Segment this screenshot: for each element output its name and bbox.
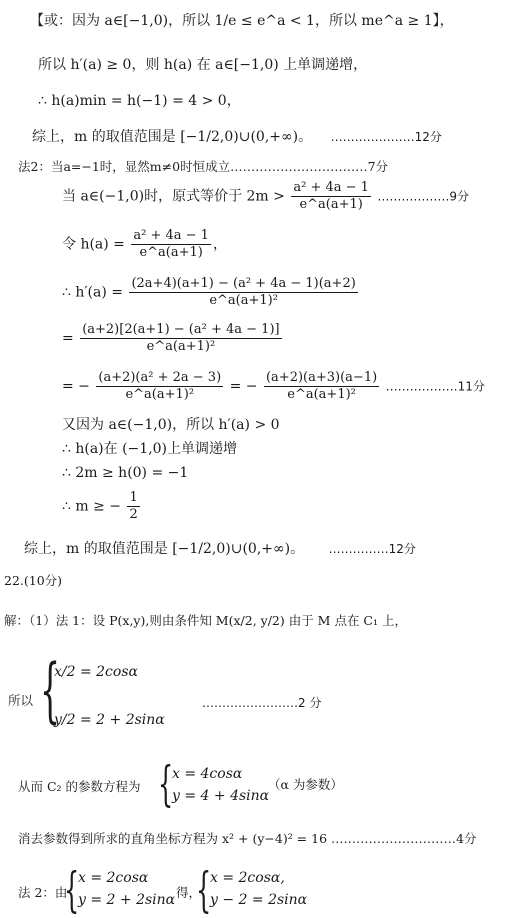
numerator: (a+2)(a+3)(a−1) xyxy=(265,370,378,385)
system-row-1: x = 2cosα xyxy=(78,870,149,886)
line-8 xyxy=(62,276,360,309)
line-10 xyxy=(62,370,485,403)
system-row-2: y = 4 + 4sinα xyxy=(172,788,270,804)
line-21-text: 得， xyxy=(176,885,202,900)
left-brace: { xyxy=(40,649,61,731)
line-14-text: ∴ m ≥ − xyxy=(62,498,121,515)
line-5: 法2：当a=−1时，显然m≠0时恒成立……………………………7分 xyxy=(18,159,389,174)
numerator: (2a+4)(a+1) − (a² + 4a − 1)(a+2) xyxy=(131,276,356,291)
score-mark: ………………11分 xyxy=(385,379,485,394)
numerator: a² + 4a − 1 xyxy=(133,228,209,243)
denominator: e^a(a+1)² xyxy=(125,387,195,402)
numerator: (a+2)[2(a+1) − (a² + 4a − 1)] xyxy=(82,322,280,337)
denominator: e^a(a+1)² xyxy=(209,293,278,308)
conclusion-text: 综上，m 的取值范围是 xyxy=(24,541,168,557)
line-1: 【或：因为 a∈[−1,0)，所以 1/e ≤ e^a < 1，所以 me^a ≥ 1】， xyxy=(30,13,454,29)
line-12: ∴ h(a)在 (−1,0)上单调递增 xyxy=(62,441,238,457)
line-19-label: 从而 C₂ 的参数方程为 xyxy=(18,779,141,794)
line-2: 所以 h′(a) ≥ 0，则 h(a) 在 a∈[−1,0) 上单调递增， xyxy=(38,57,368,73)
score-mark: …………………12分 xyxy=(330,130,442,144)
line-4 xyxy=(32,128,442,146)
line-17: 解：（1）法 1：设 P(x,y),则由条件知 M(x/2, y/2) 由于 M 点在 C₁ 上， xyxy=(4,613,407,628)
system-row-1: x = 4cosα xyxy=(172,766,243,782)
denominator: e^a(a+1) xyxy=(299,197,363,212)
answer-range: [−1/2,0)∪(0,+∞)。 xyxy=(180,129,313,145)
line-10-text: = − xyxy=(62,378,90,395)
numerator: (a+2)(a² + 2a − 3) xyxy=(98,370,222,385)
left-brace: { xyxy=(196,862,212,918)
line-8-text: ∴ h′(a) = xyxy=(62,284,124,301)
fraction xyxy=(96,370,223,403)
score-mark: ……………12分 xyxy=(328,542,416,556)
line-13: ∴ 2m ≥ h(0) = −1 xyxy=(62,465,189,481)
score-mark: ……………………2 分 xyxy=(202,696,322,710)
fraction xyxy=(129,276,357,309)
line-15 xyxy=(24,540,416,558)
system-row-4: y − 2 = 2sinα xyxy=(210,892,308,908)
fraction xyxy=(131,228,211,261)
line-11: 又因为 a∈(−1,0)，所以 h′(a) > 0 xyxy=(62,417,280,433)
numerator: 1 xyxy=(129,490,138,505)
fraction xyxy=(291,180,371,213)
fraction xyxy=(127,490,139,523)
line-21-label: 法 2：由 xyxy=(18,885,68,900)
numerator: a² + 4a − 1 xyxy=(293,180,369,195)
line-6-text: 当 a∈(−1,0)时，原式等价于 2m > xyxy=(62,188,285,205)
line-10-eq: = − xyxy=(229,378,258,395)
denominator: 2 xyxy=(129,507,138,522)
left-brace: { xyxy=(158,756,174,812)
system-row-1: x/2 = 2cosα xyxy=(54,664,138,680)
answer-range: [−1/2,0)∪(0,+∞)。 xyxy=(172,541,305,557)
score-mark: ………………9分 xyxy=(377,189,470,204)
line-7: 令 h(a) = $\frac{\text{a² + 4a − 1}}{e\^{}a(a+1)}$ ， xyxy=(62,228,227,260)
problem-number: 22.(10分) xyxy=(4,573,63,588)
fraction xyxy=(80,322,281,355)
line-14 xyxy=(62,490,142,523)
fraction xyxy=(264,370,379,403)
system-row-2: y/2 = 2 + 2sinα xyxy=(54,712,165,728)
line-18-label: 所以 xyxy=(8,693,34,708)
line-6 xyxy=(62,180,469,213)
line-9-text: = xyxy=(62,330,74,347)
line-3: ∴ h(a)min = h(−1) = 4 > 0， xyxy=(38,93,241,109)
denominator: e^a(a+1)² xyxy=(146,339,216,354)
conclusion-text: 综上，m 的取值范围是 xyxy=(32,129,176,145)
line-20: 消去参数得到所求的直角坐标方程为 x² + (y−4)² = 16 …………………………4分 xyxy=(18,831,477,846)
line-7-text: 令 h(a) = xyxy=(62,236,125,253)
line-19-note: （α 为参数） xyxy=(268,777,343,792)
denominator: e^a(a+1)² xyxy=(287,387,356,402)
left-brace: { xyxy=(64,862,80,918)
system-row-3: x = 2cosα, xyxy=(210,870,285,886)
line-9 xyxy=(62,322,284,355)
denominator: e^a(a+1) xyxy=(139,245,203,260)
system-row-2: y = 2 + 2sinα xyxy=(78,892,176,908)
